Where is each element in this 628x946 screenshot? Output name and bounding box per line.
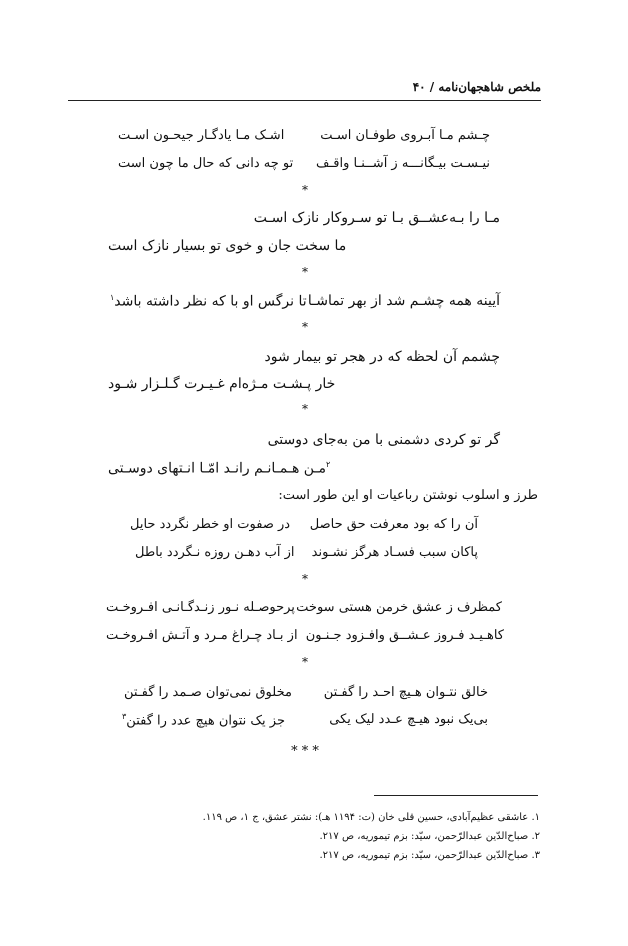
poem1-bayt1 — [118, 128, 490, 150]
rubai2-bayt2 — [106, 628, 504, 650]
hemistich: کاهـیـد فـروز عـشــق وافـزود جـنـون — [305, 628, 504, 643]
hemistich: از بـاد چـراغ مـرد و آتـش افـروخـت — [106, 628, 298, 643]
header-rule — [68, 100, 541, 101]
hemistich: از آب دهـن روزه نـگردد باطل — [135, 545, 295, 560]
prose-intro: طرز و اسلوب نوشتن رباعیات او این طور است: — [278, 488, 538, 503]
hemistich: تو چه دانی که حال ما چون است — [118, 156, 294, 171]
poem4-misra1: چشمم آن لحظه که در هجر تو بیمار شود — [264, 349, 500, 365]
hemistich: چـشم مـا آبـروی طوفـان اسـت — [320, 128, 490, 143]
hemistich: بی‌یک نبود هیـچ عـدد لیک یکی — [329, 712, 488, 727]
poem3-bayt — [110, 293, 500, 315]
poem2-misra1: مـا را بـه‌عشــق بـا تو سـروکار نازک اسـت — [253, 210, 500, 226]
hemistich: در صفوت او خطر نگردد حایل — [130, 517, 291, 532]
footnote-ref-2[interactable]: ۲ — [326, 460, 331, 469]
footnote-rule — [374, 795, 538, 796]
poem2-misra2: ما سخت جان و خوی تو بسیار نازک است — [108, 238, 347, 254]
section-end-stars: * * * — [291, 744, 319, 759]
hemistich: کمظرف ز عشق خرمن هستی سوخت — [296, 600, 502, 615]
footnote-3: ۳. صباح‌الدّین عبدالرّحمن، سیّد: بزم تیموریه، ص ۲۱۷. — [319, 850, 540, 861]
hemistich-text: جز یک نتوان هیچ عدد را گفتن — [126, 713, 285, 729]
hemistich: آیینه همه چشـم شد از بهر تماشـا — [307, 293, 500, 309]
footnote-ref-3[interactable]: ۳ — [122, 712, 127, 721]
hemistich: نیـسـت بیـگانـــه ز آشــنـا واقـف — [315, 156, 490, 171]
footnote-1: ۱. عاشقی عظیم‌آبادی، حسین قلی خان (ت: ۱۱۹۴ هـ): نشتر عشق، ج ۱، ص ۱۱۹. — [202, 812, 540, 823]
rubai3-bayt1 — [124, 685, 488, 707]
separator-star: * — [302, 572, 308, 586]
hemistich: پاکان سبب فسـاد هرگز نشـوند — [311, 545, 478, 560]
separator-star: * — [302, 655, 308, 669]
hemistich: آن را که بود معرفت حق حاصل — [309, 517, 478, 532]
poem4-misra2: خار پـشـت مـژه‌ام غـیـرت گـلـزار شـود — [108, 376, 336, 392]
hemistich: خالق نتـوان هـیچ احـد را گفـتن — [323, 685, 488, 700]
rubai2-bayt1 — [106, 600, 502, 622]
separator-star: * — [302, 320, 308, 334]
hemistich-text: تا نرگس او با که نظر داشته باشد — [114, 293, 307, 310]
poem1-bayt2 — [118, 156, 490, 178]
running-header: ملخص شاهجهان‌نامه / ۴۰ — [412, 80, 541, 94]
separator-star: * — [302, 183, 308, 197]
poem5-misra2 — [108, 460, 330, 477]
separator-star: * — [302, 265, 308, 279]
hemistich — [110, 293, 307, 310]
separator-star: * — [302, 402, 308, 416]
hemistich: اشـک مـا یادگـار جیحـون اسـت — [118, 128, 285, 143]
rubai3-bayt2 — [122, 712, 488, 734]
hemistich: پرحوصـله نـور زنـدگـانـی افـروخـت — [106, 600, 295, 615]
poem5-misra1: گر تو کردی دشمنی با من به‌جای دوستی — [267, 432, 500, 448]
footnote-2: ۲. صباح‌الدّین عبدالرّحمن، سیّد: بزم تیموریه، ص ۲۱۷. — [319, 831, 540, 842]
rubai1-bayt2 — [135, 545, 478, 567]
hemistich: مخلوق نمی‌توان صـمد را گفـتن — [124, 685, 292, 700]
footnote-ref-1[interactable]: ۱ — [110, 293, 115, 302]
rubai1-bayt1 — [130, 517, 478, 539]
hemistich — [122, 712, 285, 728]
misra-text: مـن هـمـانـم رانـد امّـا انـتهای دوسـتی — [108, 460, 327, 477]
